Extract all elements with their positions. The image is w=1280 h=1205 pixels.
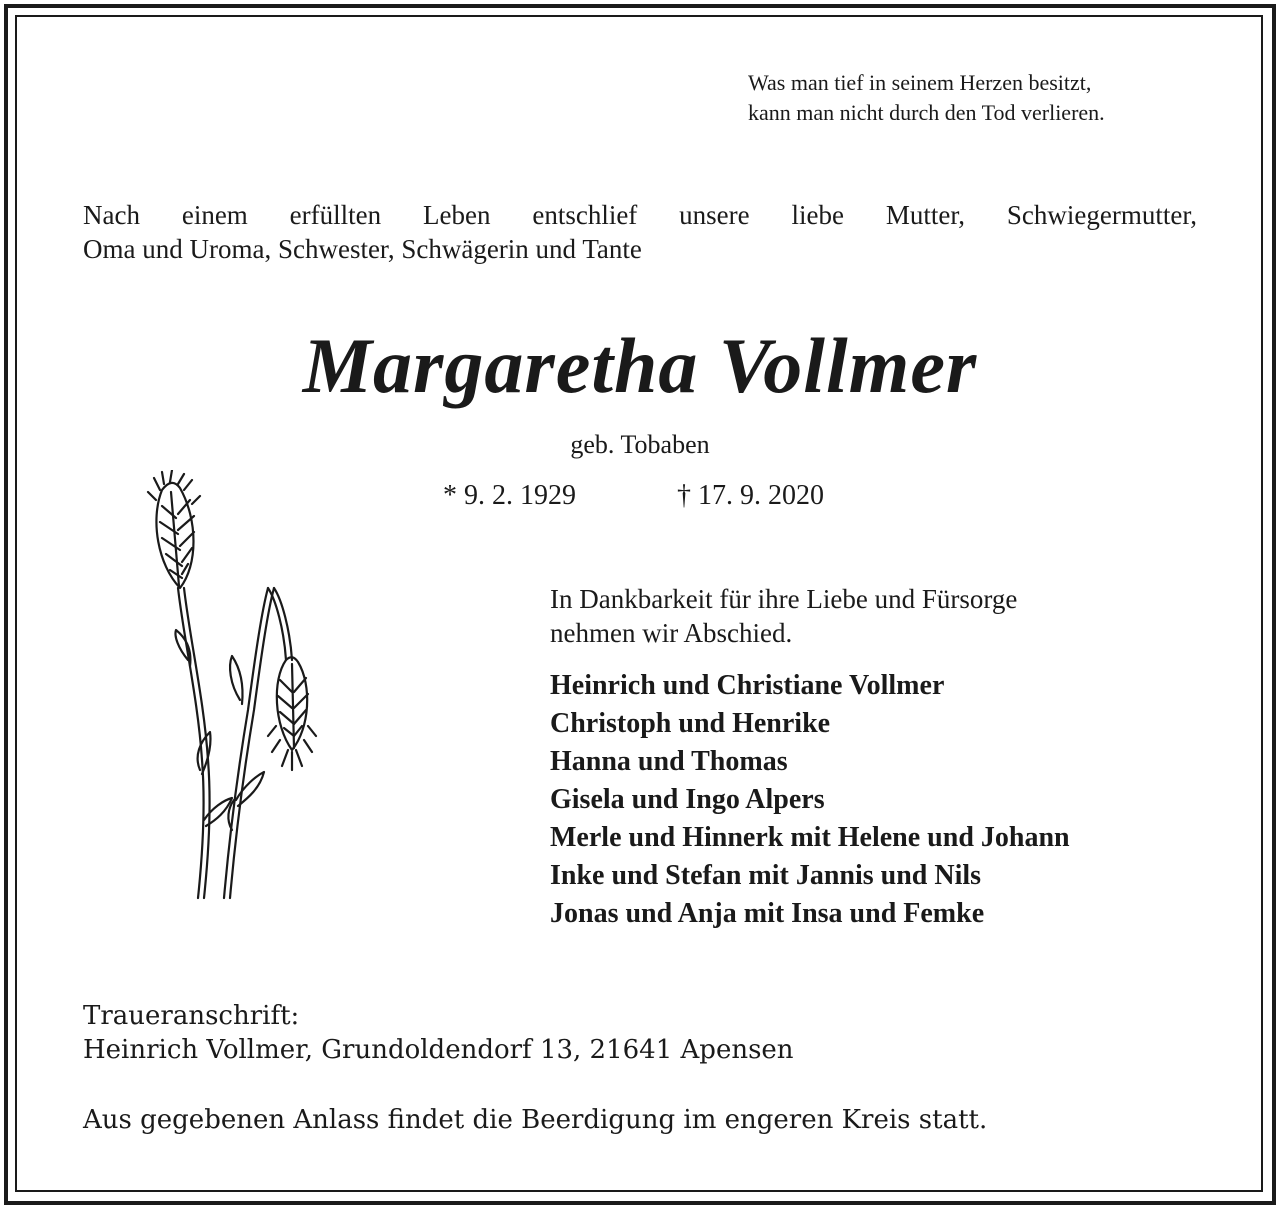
birth-date: * 9. 2. 1929: [443, 480, 576, 511]
thanks-text: [550, 582, 1170, 650]
mourners-list: [550, 667, 1230, 933]
mourner-entry: Merle und Hinnerk mit Helene und Johann: [550, 822, 1070, 853]
memorial-quote: [748, 68, 1208, 128]
quote-line-1: Was man tief in seinem Herzen besitzt,: [748, 70, 1092, 95]
thanks-line-1: In Dankbarkeit für ihre Liebe und Fürsorge: [550, 584, 1018, 614]
mourner-entry: Jonas und Anja mit Insa und Femke: [550, 898, 985, 929]
mourner-entry: Heinrich und Christiane Vollmer: [550, 670, 945, 701]
mourner-entry: Inke und Stefan mit Jannis und Nils: [550, 860, 982, 891]
mourner-entry: Christoph und Henrike: [550, 708, 831, 739]
quote-line-2: kann man nicht durch den Tod verlieren.: [748, 100, 1105, 125]
intro-line-2: Oma und Uroma, Schwester, Schwägerin und Tante: [83, 234, 642, 264]
intro-text: [83, 198, 1197, 266]
deceased-name: Margaretha Vollmer: [302, 322, 978, 409]
mourning-address: [83, 999, 1183, 1067]
intro-line-1: Nach einem erfüllten Leben entschlief unsere liebe Mutter, Schwiegermutter,: [83, 200, 1197, 230]
funeral-notice: Aus gegebenen Anlass findet die Beerdigung im engeren Kreis statt.: [83, 1105, 988, 1135]
address-label: Traueranschrift:: [83, 1001, 300, 1031]
thanks-line-2: nehmen wir Abschied.: [550, 618, 793, 648]
mourner-entry: Hanna und Thomas: [550, 746, 788, 777]
mourner-entry: Gisela und Ingo Alpers: [550, 784, 825, 815]
wheat-ears-icon: [140, 470, 340, 900]
maiden-name: geb. Tobaben: [570, 430, 710, 459]
address-value: Heinrich Vollmer, Grundoldendorf 13, 21641 Apensen: [83, 1035, 794, 1065]
death-date: † 17. 9. 2020: [677, 480, 824, 511]
